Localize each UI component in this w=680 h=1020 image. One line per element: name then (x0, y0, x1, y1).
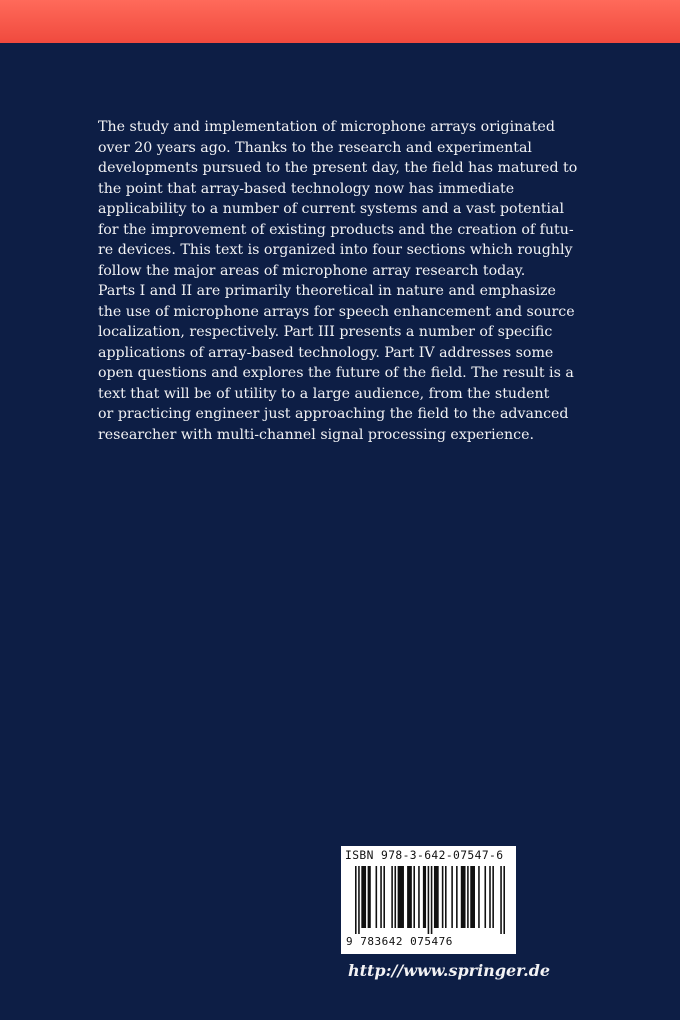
barcode-bar (413, 866, 415, 928)
barcode-bar (484, 866, 486, 928)
barcode-bar (418, 866, 420, 928)
blurb-line: researcher with multi-channel signal processing experience. (98, 426, 535, 443)
isbn-label: ISBN 978-3-642-07547-6 (345, 849, 504, 862)
barcode-bars (355, 866, 505, 934)
blurb-line: localization, respectively. Part III presents a number of specific (98, 324, 553, 340)
blurb-line: developments pursued to the present day, the field has matured to (98, 160, 578, 176)
blurb-line: The study and implementation of microphone arrays originated (98, 119, 555, 135)
blurb-line: applicability to a number of current systems and a vast potential (98, 201, 565, 217)
barcode-bar (376, 866, 378, 928)
barcode-bar (478, 866, 480, 928)
blurb-line: or practicing engineer just approaching the field to the advanced (98, 406, 569, 422)
barcode-bar (503, 866, 505, 934)
barcode-bar (428, 866, 430, 934)
barcode-bar (368, 866, 371, 928)
blurb-line: over 20 years ago. Thanks to the research and experimental (98, 139, 532, 156)
blurb-line: re devices. This text is organized into four sections which roughly (98, 242, 573, 258)
barcode-bar (355, 866, 357, 934)
barcode-bar (434, 866, 439, 928)
barcode-bar (383, 866, 385, 928)
barcode-bar (361, 866, 366, 928)
barcode-bar (456, 866, 458, 928)
barcode-bar (391, 866, 393, 928)
blurb-line: applications of array-based technology. Part IV addresses some (98, 344, 554, 361)
barcode-bar (407, 866, 412, 928)
barcode-bar (398, 866, 404, 928)
blurb-line: open questions and explores the future of the field. The result is a (98, 365, 574, 381)
barcode-bar (445, 866, 447, 928)
blurb-line: text that will be of utility to a large audience, from the student (98, 385, 550, 402)
barcode-bar (489, 866, 491, 928)
blurb-line: for the improvement of existing products and the creation of futu- (98, 221, 574, 238)
blurb-line: follow the major areas of microphone array research today. (98, 262, 526, 279)
barcode-bar (380, 866, 382, 928)
publisher-url[interactable]: http://www.springer.de (348, 961, 551, 980)
barcode-bar (423, 866, 426, 928)
blurb-line: Parts I and II are primarily theoretical in nature and emphasize (98, 283, 556, 299)
barcode-bar (451, 866, 453, 928)
top-color-band (0, 0, 680, 43)
barcode-bar (442, 866, 444, 928)
barcode-bar (470, 866, 475, 928)
barcode-bar (500, 866, 502, 934)
barcode-bar (492, 866, 494, 928)
blurb-line: the use of microphone arrays for speech enhancement and source (98, 303, 575, 320)
back-cover-blurb (98, 117, 578, 445)
barcode-box (341, 846, 516, 954)
barcode-bar (394, 866, 396, 928)
blurb-line: the point that array-based technology now has immediate (98, 180, 515, 197)
ean-digits: 9 783642 075476 (346, 935, 453, 948)
barcode-bar (467, 866, 469, 928)
barcode-bar (461, 866, 466, 928)
barcode-bar (431, 866, 433, 934)
barcode-bar (358, 866, 360, 934)
